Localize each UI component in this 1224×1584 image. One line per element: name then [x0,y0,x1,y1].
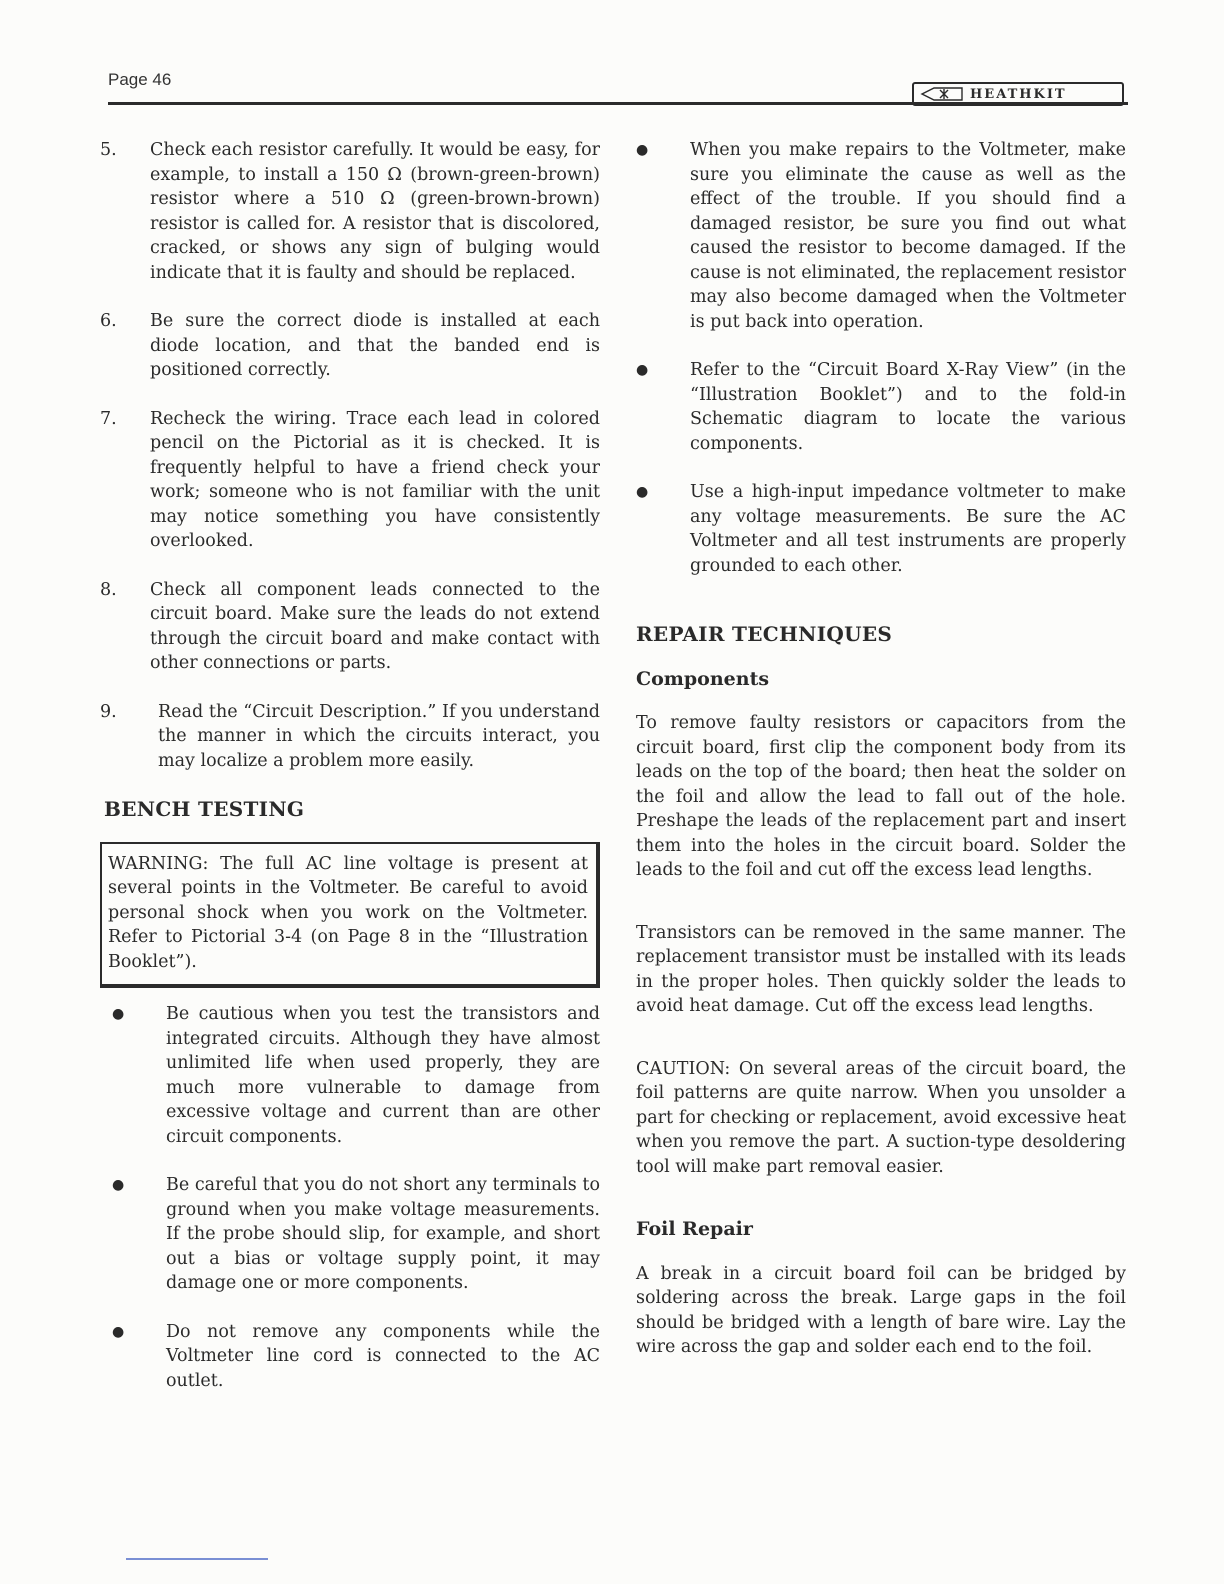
item-text: Check all component leads connected to the circuit board. Make sure the leads do not extend through the circuit board and make contact with other connections or parts. [150,579,600,673]
item-number: 6. [100,311,117,331]
list-item [100,578,600,676]
bullet-text: Be careful that you do not short any terminals to ground when you make voltage measurements. If the probe should slip, for example, and short out a bias or voltage supply point, it may damage one or more components. [166,1175,600,1293]
item-number: 8. [100,579,117,600]
list-item [100,1002,600,1149]
list-item [100,407,600,554]
scan-mark [126,1558,268,1560]
bullet-text: Use a high-input impedance voltmeter to make any voltage measurements. Be sure the AC Voltmeter and all test instruments are properly grounded to each other. [690,482,1126,576]
bullet-icon: ● [636,484,649,500]
caution-paragraph: CAUTION: On several areas of the circuit board, the foil patterns are quite narrow. When you unsolder a part for checking or replacement, avoid excessive heat when you remove the part. A suction-type desoldering tool will make part removal easier. [636,1058,1126,1177]
item-number: 9. [100,701,117,722]
right-column [636,138,1126,1398]
components-heading: Components [636,667,770,690]
bullet-icon: ● [112,1323,125,1340]
list-item [100,138,600,285]
logo-emblem-icon [920,87,964,101]
list-item [636,358,1126,456]
bullet-icon: ● [636,142,649,158]
logo-text: HEATHKIT [970,86,1067,102]
bullet-text: When you make repairs to the Voltmeter, make sure you eliminate the cause as well as the effect of the trouble. If you should find a damaged resistor, be sure you find out what caused the resistor to become damaged. If the cause is not eliminated, the replacement resistor may also become damaged when the Voltmeter is put back into operation. [690,140,1126,332]
bullet-text: Be cautious when you test the transistors and integrated circuits. Although they have almost unlimited life when used properly, they are much more vulnerable to damage from excessive voltage and current than are other circuit components. [166,1004,600,1147]
foil-repair-heading: Foil Repair [636,1218,753,1240]
list-item [100,1320,600,1394]
components-paragraph: To remove faulty resistors or capacitors from the circuit board, first clip the component body from its leads on the top of the board; then heat the solder on the foil and allow the lead to fall out of the hole. Preshape the leads of the replacement part and insert them into the holes in the circuit board. Solder the leads to the foil and cut off the excess lead lengths. [636,713,1126,880]
bullet-icon: ● [112,1006,125,1022]
foil-repair-paragraph: A break in a circuit board foil can be bridged by soldering across the break. Large gaps in the foil should be bridged with a length of bare wire. Lay the wire across the gap and solder each end to the foil. [636,1263,1126,1357]
transistors-paragraph: Transistors can be removed in the same manner. The replacement transistor must be installed with its leads in the proper holes. Then quickly solder the leads to avoid heat damage. Cut off the excess lead lengths. [636,922,1126,1016]
warning-box: WARNING: The full AC line voltage is present at several points in the Voltmeter. Be careful to avoid personal shock when you work on the Voltmeter. Refer to Pictorial 3-4 (on Page 8 in the “Illustration Booklet”). [100,842,600,989]
page-number: Page 46 [108,70,172,89]
list-item [636,480,1126,578]
list-item [100,309,600,383]
bullet-icon: ● [112,1177,125,1193]
list-item [100,700,600,774]
left-column [100,138,600,1417]
repair-techniques-heading: REPAIR TECHNIQUES [636,622,893,646]
list-item [636,138,1126,334]
list-item [100,1173,600,1296]
bullet-text: Refer to the “Circuit Board X-Ray View” (in the “Illustration Booklet”) and to the fold-in Schematic diagram to locate the various components. [690,360,1126,454]
item-number: 7. [100,408,117,429]
item-text: Read the “Circuit Description.” If you understand the manner in which the circuits interact, you may localize a problem more easily. [158,701,600,771]
bullet-text: Do not remove any components while the Voltmeter line cord is connected to the AC outlet. [166,1321,600,1391]
bench-testing-heading: BENCH TESTING [104,797,305,821]
item-text: Recheck the wiring. Trace each lead in colored pencil on the Pictorial as it is checked. It is frequently helpful to have a friend check your work; someone who is not familiar with the unit may notice something you have consistently overlooked. [150,408,600,551]
bullet-icon: ● [636,362,649,378]
item-number: 5. [100,140,117,160]
item-text: Check each resistor carefully. It would be easy, for example, to install a 150 Ω (brown-green-brown) resistor where a 510 Ω (green-brown-brown) resistor is called for. A resistor that is discolored, cracked, or shows any sign of bulging would indicate that it is faulty and should be replaced. [150,140,600,283]
item-text: Be sure the correct diode is installed at each diode location, and that the banded end is positioned correctly. [150,311,600,380]
header-rule [108,102,1128,105]
